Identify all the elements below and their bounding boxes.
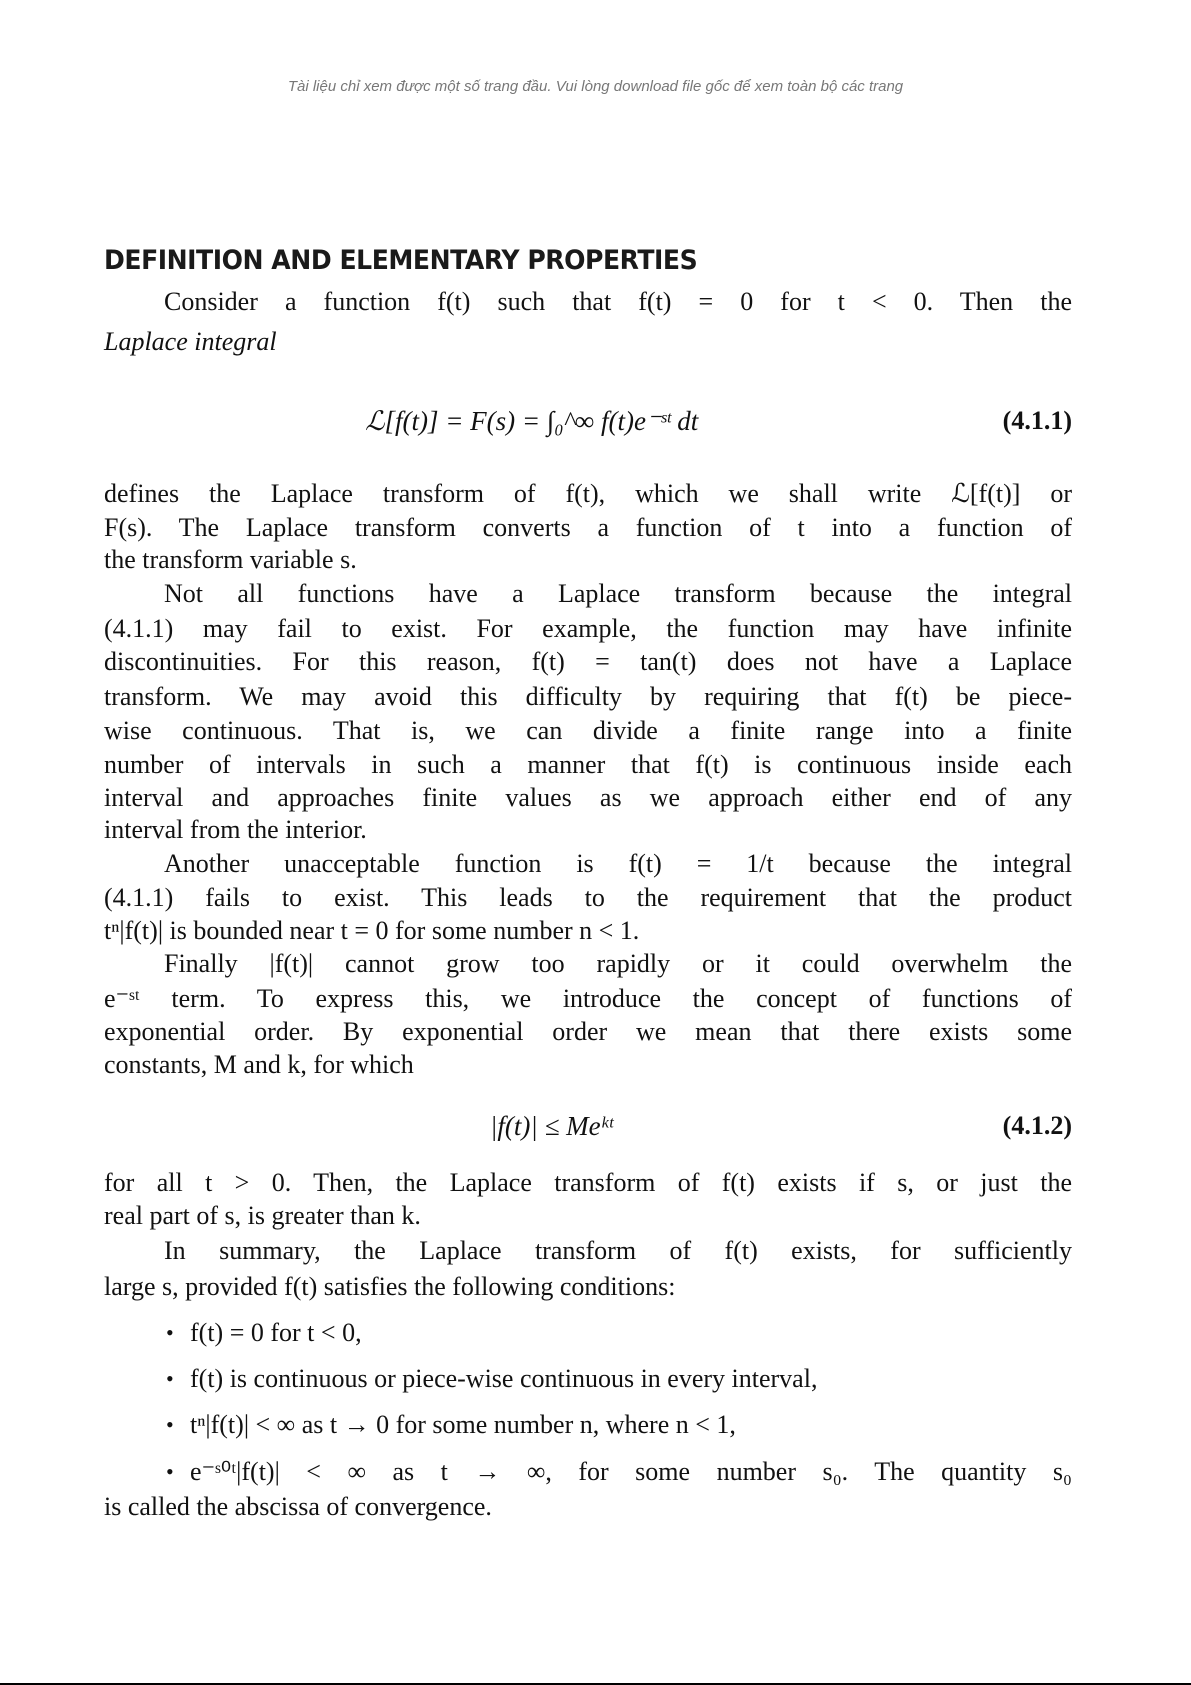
text-line: Consider a function f(t) such that f(t) = 0 for t < 0. Then the (164, 287, 1072, 316)
equation-number: (4.1.2) (1002, 1111, 1072, 1140)
text-line: Another unacceptable function is f(t) = 1/t because the integral (164, 849, 1072, 878)
text-line: Laplace integral (104, 327, 277, 356)
watermark-notice: Tài liệu chỉ xem được một số trang đầu. Vui lòng download file gốc để xem toàn bộ các trang (287, 78, 904, 95)
bullet-icon: • (166, 1366, 174, 1391)
text-line: (4.1.1) fails to exist. This leads to the requirement that the product (104, 883, 1072, 912)
list-item: tⁿ|f(t)| < ∞ as t → 0 for some number n, where n < 1, (190, 1410, 736, 1439)
text-line: exponential order. By exponential order we mean that there exists some (104, 1017, 1072, 1046)
text-line: e⁻ˢᵗ term. To express this, we introduce the concept of functions of (104, 984, 1072, 1013)
text-line: wise continuous. That is, we can divide a finite range into a finite (104, 716, 1072, 745)
text-line: transform. We may avoid this difficulty by requiring that f(t) be piece- (104, 682, 1072, 711)
bullet-icon: • (166, 1459, 174, 1484)
text-line: discontinuities. For this reason, f(t) = tan(t) does not have a Laplace (104, 647, 1072, 676)
section-title: DEFINITION AND ELEMENTARY PROPERTIES (104, 245, 698, 276)
equation-4-1-2: |f(t)| ≤ Meᵏᵗ (490, 1111, 613, 1141)
text-line: interval and approaches finite values as we approach either end of any (104, 783, 1072, 812)
text-line: (4.1.1) may fail to exist. For example, the function may have infinite (104, 614, 1072, 643)
text-line: real part of s, is greater than k. (104, 1201, 421, 1230)
list-item: f(t) = 0 for t < 0, (190, 1318, 362, 1347)
text-line: In summary, the Laplace transform of f(t) exists, for sufficiently (164, 1236, 1072, 1265)
text-line: tⁿ|f(t)| is bounded near t = 0 for some number n < 1. (104, 916, 640, 945)
list-item: f(t) is continuous or piece-wise continuous in every interval, (190, 1364, 818, 1393)
text-line: number of intervals in such a manner that f(t) is continuous inside each (104, 750, 1072, 779)
bullet-icon: • (166, 1320, 174, 1345)
equation-4-1-1: ℒ[f(t)] = F(s) = ∫₀^∞ f(t)e⁻ˢᵗ dt (365, 406, 699, 436)
text-line: F(s). The Laplace transform converts a function of t into a function of (104, 513, 1072, 542)
text-line: large s, provided f(t) satisfies the following conditions: (104, 1272, 676, 1301)
text-line: constants, M and k, for which (104, 1050, 414, 1079)
text-line: the transform variable s. (104, 545, 357, 574)
text-line: Finally |f(t)| cannot grow too rapidly or it could overwhelm the (164, 949, 1072, 978)
text-line: is called the abscissa of convergence. (104, 1492, 492, 1521)
text-line: for all t > 0. Then, the Laplace transform of f(t) exists if s, or just the (104, 1168, 1072, 1197)
text-line: defines the Laplace transform of f(t), which we shall write ℒ[f(t)] or (104, 479, 1072, 508)
equation-number: (4.1.1) (1002, 406, 1072, 435)
text-line: interval from the interior. (104, 815, 367, 844)
bullet-icon: • (166, 1412, 174, 1437)
list-item: e⁻ˢ⁰ᵗ|f(t)| < ∞ as t → ∞, for some number s₀. The quantity s₀ (190, 1457, 1072, 1486)
text-line: Not all functions have a Laplace transform because the integral (164, 579, 1072, 608)
